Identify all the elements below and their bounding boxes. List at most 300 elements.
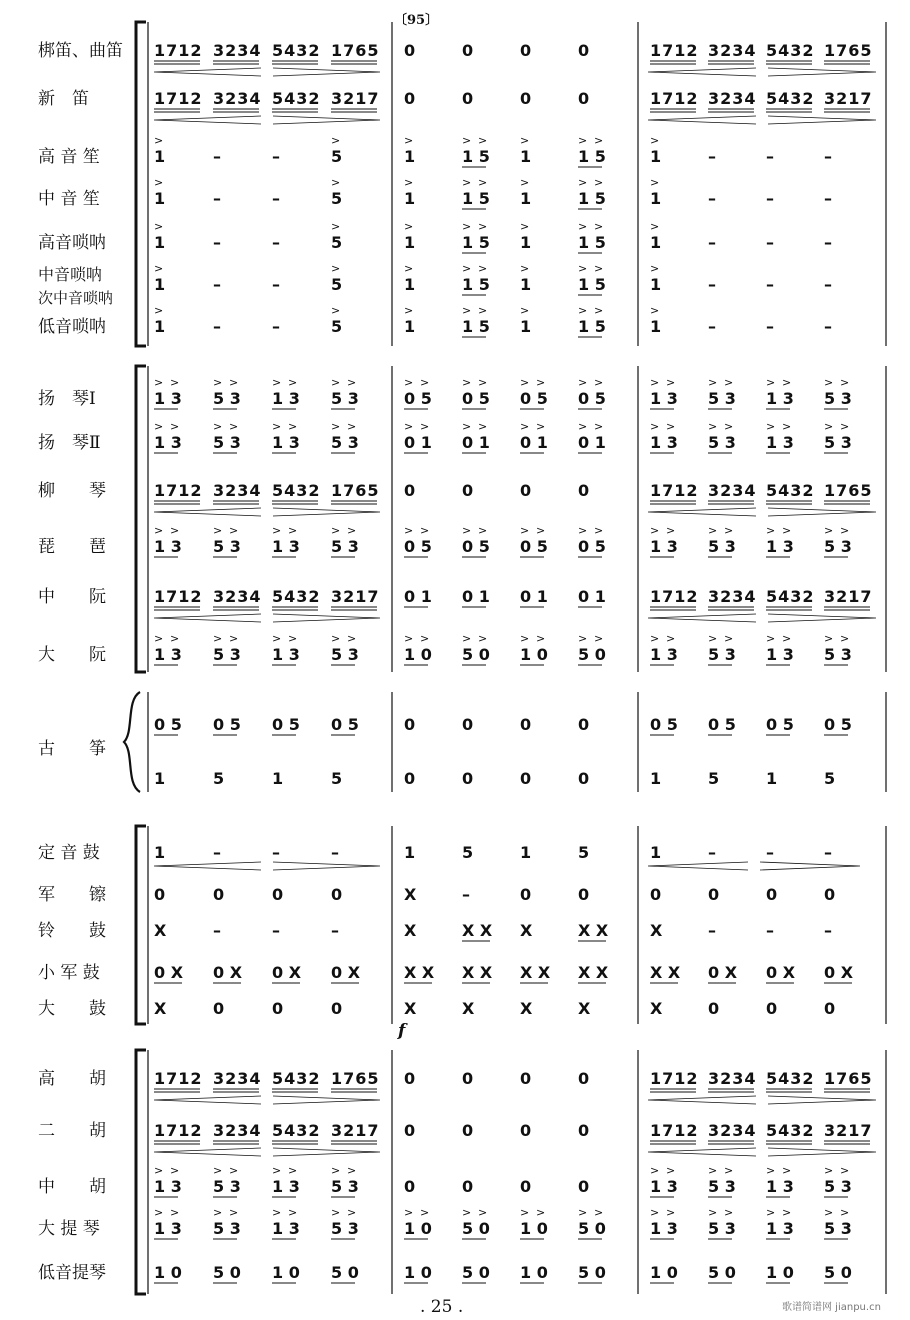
note: 1 5 (462, 275, 490, 294)
note: 5 3 (708, 389, 736, 408)
note: 0 5 (272, 715, 300, 734)
note-group (272, 963, 302, 983)
accent-mark: > (272, 524, 282, 537)
accent-mark: > (404, 524, 414, 537)
accent-mark: > (229, 1206, 239, 1219)
note: – (272, 275, 280, 294)
note-group (824, 1069, 873, 1092)
note: – (272, 921, 280, 940)
accent-mark: > (347, 1206, 357, 1219)
accent-mark: > (154, 632, 164, 645)
note-group (213, 317, 221, 336)
instrument-label: 新 笛 (38, 89, 89, 109)
note-group (462, 420, 490, 453)
note-run: 3217 (824, 1121, 873, 1140)
accent-mark: > (840, 1164, 850, 1177)
accent-mark: > (288, 1206, 298, 1219)
accent-mark: > (331, 524, 341, 537)
accent-mark: > (766, 376, 776, 389)
note-group (331, 176, 342, 208)
note: 5 0 (331, 1263, 359, 1282)
note-group (708, 963, 738, 983)
group-brackets (124, 22, 146, 1294)
note-group (766, 769, 777, 788)
note-group (154, 481, 203, 504)
note-group (520, 632, 548, 665)
note: 0 1 (520, 433, 548, 452)
accent-mark: > (666, 1164, 676, 1177)
note: 0 5 (520, 389, 548, 408)
note: 0 (462, 89, 474, 108)
note: – (766, 275, 774, 294)
note-group (578, 999, 591, 1018)
note-group (213, 481, 262, 504)
note: 0 5 (213, 715, 241, 734)
note-group (708, 41, 757, 64)
note-group (462, 1263, 490, 1283)
accent-mark: > (154, 304, 164, 317)
accent-mark: > (708, 1164, 718, 1177)
note-group (154, 176, 165, 208)
note: 1 3 (272, 433, 300, 452)
accent-mark: > (782, 376, 792, 389)
note-run: 3234 (708, 1069, 757, 1088)
accent-mark: > (404, 134, 414, 147)
accent-mark: > (154, 134, 164, 147)
note-group (213, 1069, 262, 1092)
note: 0 5 (404, 537, 432, 556)
accent-mark: > (594, 632, 604, 645)
decrescendo (768, 68, 876, 76)
instrument-label: 小 军 鼓 (38, 963, 100, 983)
accent-mark: > (520, 176, 530, 189)
note-group (272, 147, 280, 166)
note-run: 1765 (331, 481, 380, 500)
note: 0 1 (520, 587, 548, 606)
note-run: 5432 (766, 1069, 815, 1088)
note-group (650, 134, 661, 166)
note: 5 0 (578, 645, 606, 664)
note: 5 0 (462, 1219, 490, 1238)
note: X (520, 999, 533, 1018)
accent-mark: > (824, 420, 834, 433)
note: – (331, 921, 339, 940)
note-group (578, 769, 589, 788)
accent-mark: > (650, 1206, 660, 1219)
note: 1 3 (154, 645, 182, 664)
brace (124, 692, 140, 792)
note: 0 (766, 885, 778, 904)
decrescendo (273, 1148, 380, 1156)
note-group (824, 1121, 873, 1144)
instrument-label: 大 提 琴 (38, 1219, 100, 1239)
note: 0 (578, 885, 590, 904)
note-group (154, 587, 203, 610)
note: 1 (154, 843, 166, 862)
note-group (272, 769, 283, 788)
note-group (331, 1263, 359, 1283)
instrument-label: 中 胡 (38, 1177, 106, 1197)
accent-mark: > (229, 420, 239, 433)
note: 1 (404, 147, 416, 166)
accent-mark: > (578, 524, 588, 537)
decrescendo (768, 1148, 876, 1156)
note: 0 (520, 885, 532, 904)
note-run: 5432 (766, 89, 815, 108)
note-run: 1712 (154, 587, 203, 606)
accent-mark: > (404, 304, 414, 317)
note-group (272, 420, 300, 453)
note-run: 3234 (213, 1069, 262, 1088)
note-group (331, 220, 342, 252)
accent-mark: > (462, 176, 472, 189)
note-group (650, 1121, 699, 1144)
instrument-label: 大 阮 (38, 645, 106, 665)
note-group (708, 885, 719, 904)
note-group (462, 220, 490, 253)
accent-mark: > (578, 376, 588, 389)
decrescendo (768, 116, 876, 124)
note-group (462, 524, 490, 557)
note: – (708, 147, 716, 166)
note-run: 3217 (331, 89, 380, 108)
note-group (272, 1263, 300, 1283)
accent-mark: > (666, 632, 676, 645)
note-group (520, 262, 531, 294)
note-group (213, 632, 241, 665)
note: 5 3 (213, 1219, 241, 1238)
note-run: 1712 (650, 587, 699, 606)
notation (154, 41, 876, 1283)
accent-mark: > (420, 632, 430, 645)
note-group (404, 134, 415, 166)
accent-mark: > (331, 376, 341, 389)
note: X (404, 921, 417, 940)
note-group (708, 769, 719, 788)
note-group (404, 999, 417, 1018)
note: 0 (272, 999, 284, 1018)
note: 5 3 (824, 389, 852, 408)
note-group (213, 587, 262, 610)
note: 1 5 (462, 147, 490, 166)
note-group (331, 769, 342, 788)
note: 1 0 (520, 645, 548, 664)
note: 1 (520, 317, 532, 336)
note-run: 5432 (272, 41, 321, 60)
note: 0 (462, 1069, 474, 1088)
accent-mark: > (213, 376, 223, 389)
note-group (404, 715, 415, 734)
note: X X (462, 921, 493, 940)
note-group (404, 376, 432, 409)
accent-mark: > (650, 420, 660, 433)
note-group (766, 524, 794, 557)
note-group (154, 963, 184, 983)
note-group (404, 1206, 432, 1239)
accent-mark: > (478, 220, 488, 233)
note: 0 (272, 885, 284, 904)
note-group (824, 524, 852, 557)
note-group (404, 262, 415, 294)
note: 1 (520, 189, 532, 208)
note-group (154, 420, 182, 453)
note: 5 0 (578, 1263, 606, 1282)
note-group (404, 921, 417, 940)
note: 5 (578, 843, 590, 862)
note: 0 (462, 1177, 474, 1196)
note: 5 3 (708, 537, 736, 556)
accent-mark: > (154, 262, 164, 275)
accent-mark: > (520, 632, 530, 645)
note-group (272, 233, 280, 252)
note-group (824, 89, 873, 112)
note-run: 5432 (272, 89, 321, 108)
accent-mark: > (578, 304, 588, 317)
note: 1 5 (462, 317, 490, 336)
note: – (708, 317, 716, 336)
accent-mark: > (708, 524, 718, 537)
note-group (824, 1263, 852, 1283)
note-group (650, 220, 661, 252)
note-group (578, 843, 589, 862)
note-group (331, 715, 359, 735)
note-group (462, 304, 490, 337)
note: X (520, 921, 533, 940)
note: X X (462, 963, 493, 982)
note: – (462, 885, 470, 904)
instrument-label: 次中音唢呐 (38, 289, 114, 307)
note-group (520, 220, 531, 252)
instrument-label: 扬 琴Ⅰ (38, 389, 96, 409)
note-group (331, 1069, 380, 1092)
note-group (650, 262, 661, 294)
note: 0 X (331, 963, 361, 982)
accent-mark: > (478, 262, 488, 275)
note-group (462, 1069, 473, 1088)
note-group (578, 134, 606, 167)
crescendo (648, 1096, 756, 1104)
note-group (578, 524, 606, 557)
note: 1 3 (766, 433, 794, 452)
note-group (272, 632, 300, 665)
accent-mark: > (213, 420, 223, 433)
instrument-label: 高音唢呐 (38, 233, 106, 253)
note-run: 5432 (766, 481, 815, 500)
instrument-label: 定 音 鼓 (38, 843, 100, 863)
instrument-label: 梆笛、曲笛 (38, 41, 123, 61)
accent-mark: > (708, 420, 718, 433)
accent-mark: > (213, 524, 223, 537)
note-group (331, 420, 359, 453)
note-group (272, 587, 321, 610)
crescendo (154, 614, 261, 622)
note-group (520, 41, 531, 60)
accent-mark: > (420, 420, 430, 433)
note: 0 X (213, 963, 243, 982)
note-group (331, 41, 380, 64)
note-run: 3234 (213, 481, 262, 500)
note-group (404, 89, 415, 108)
note: 1 (404, 189, 416, 208)
note: 1 (650, 843, 662, 862)
note: 1 3 (272, 537, 300, 556)
accent-mark: > (594, 262, 604, 275)
accent-mark: > (170, 376, 180, 389)
note-group (766, 147, 774, 166)
note: – (272, 233, 280, 252)
note-group (578, 304, 606, 337)
note-group (766, 632, 794, 665)
decrescendo (273, 68, 380, 76)
note: 0 1 (578, 433, 606, 452)
accent-mark: > (724, 420, 734, 433)
note: – (766, 233, 774, 252)
note-run: 5432 (272, 481, 321, 500)
note: 1 3 (272, 1219, 300, 1238)
accent-mark: > (650, 524, 660, 537)
note-group (404, 481, 415, 500)
note-group (272, 715, 300, 735)
crescendo (154, 1148, 261, 1156)
accent-mark: > (824, 524, 834, 537)
note-group (708, 376, 736, 409)
note-group (272, 921, 280, 940)
instrument-label: 中 阮 (38, 587, 106, 607)
note: 0 5 (824, 715, 852, 734)
accent-mark: > (288, 376, 298, 389)
accent-mark: > (766, 1206, 776, 1219)
accent-mark: > (288, 420, 298, 433)
note-group (404, 843, 415, 862)
note: – (766, 317, 774, 336)
note: – (824, 275, 832, 294)
accent-mark: > (478, 176, 488, 189)
note-run: 1765 (824, 1069, 873, 1088)
accent-mark: > (578, 1206, 588, 1219)
accent-mark: > (650, 176, 660, 189)
note: 0 (520, 715, 532, 734)
note-group (272, 481, 321, 504)
note-group (154, 262, 165, 294)
note-group (708, 189, 716, 208)
note: 1 3 (650, 645, 678, 664)
note-run: 3217 (824, 587, 873, 606)
note-group (578, 89, 589, 108)
note-group (766, 715, 794, 735)
note-run: 1712 (650, 89, 699, 108)
note-group (272, 1069, 321, 1092)
note: 5 (708, 769, 720, 788)
note: 0 (462, 41, 474, 60)
accent-mark: > (766, 1164, 776, 1177)
note-group (824, 275, 832, 294)
note: 1 (650, 769, 662, 788)
note: 0 5 (331, 715, 359, 734)
accent-mark: > (782, 1164, 792, 1177)
note: 1 0 (404, 645, 432, 664)
note-run: 5432 (766, 1121, 815, 1140)
note-group (331, 921, 339, 940)
note-group (650, 376, 678, 409)
note-group (213, 999, 224, 1018)
note-group (272, 1164, 300, 1197)
accent-mark: > (462, 134, 472, 147)
accent-mark: > (650, 220, 660, 233)
accent-mark: > (154, 1206, 164, 1219)
note: 0 X (708, 963, 738, 982)
note: 5 (824, 769, 836, 788)
instrument-label: 扬 琴Ⅱ (38, 433, 101, 453)
note-group (766, 1121, 815, 1144)
note: 0 1 (404, 587, 432, 606)
accent-mark: > (724, 1164, 734, 1177)
note: 1 (154, 769, 166, 788)
note: 0 (520, 769, 532, 788)
note: 0 5 (520, 537, 548, 556)
note: 0 X (272, 963, 302, 982)
note: 5 3 (213, 1177, 241, 1196)
accent-mark: > (462, 632, 472, 645)
accent-mark: > (331, 632, 341, 645)
note-group (331, 1121, 380, 1144)
crescendo (154, 862, 261, 870)
note: 5 3 (824, 645, 852, 664)
note: – (708, 921, 716, 940)
accent-mark: > (213, 1164, 223, 1177)
note: 0 (404, 769, 416, 788)
accent-mark: > (708, 376, 718, 389)
accent-mark: > (478, 134, 488, 147)
note: 1 0 (766, 1263, 794, 1282)
note: 1 0 (154, 1263, 182, 1282)
note: 0 (824, 885, 836, 904)
note-run: 1765 (824, 481, 873, 500)
note: 1 3 (766, 537, 794, 556)
note-group (404, 524, 432, 557)
note: – (824, 233, 832, 252)
accent-mark: > (404, 420, 414, 433)
note: 1 3 (154, 389, 182, 408)
note: 1 0 (520, 1263, 548, 1282)
note-group (462, 1206, 490, 1239)
note-group (578, 921, 609, 941)
note-group (462, 999, 475, 1018)
note-group (462, 1177, 473, 1196)
note: 1 3 (272, 645, 300, 664)
note-group (213, 89, 262, 112)
note-group (650, 304, 661, 336)
note: 1 (520, 843, 532, 862)
note-group (708, 147, 716, 166)
note-group (462, 885, 470, 904)
note: 5 (331, 233, 343, 252)
note-group (824, 843, 832, 862)
note: X (404, 885, 417, 904)
note-group (331, 885, 342, 904)
note-group (650, 89, 699, 112)
accent-mark: > (288, 632, 298, 645)
note-group (650, 481, 699, 504)
note-group (824, 921, 832, 940)
note: 0 (462, 715, 474, 734)
note: X (578, 999, 591, 1018)
accent-mark: > (462, 220, 472, 233)
note-group (462, 587, 490, 607)
note: X (154, 921, 167, 940)
note-group (824, 769, 835, 788)
note: 1 3 (766, 645, 794, 664)
note-group (766, 1263, 794, 1283)
